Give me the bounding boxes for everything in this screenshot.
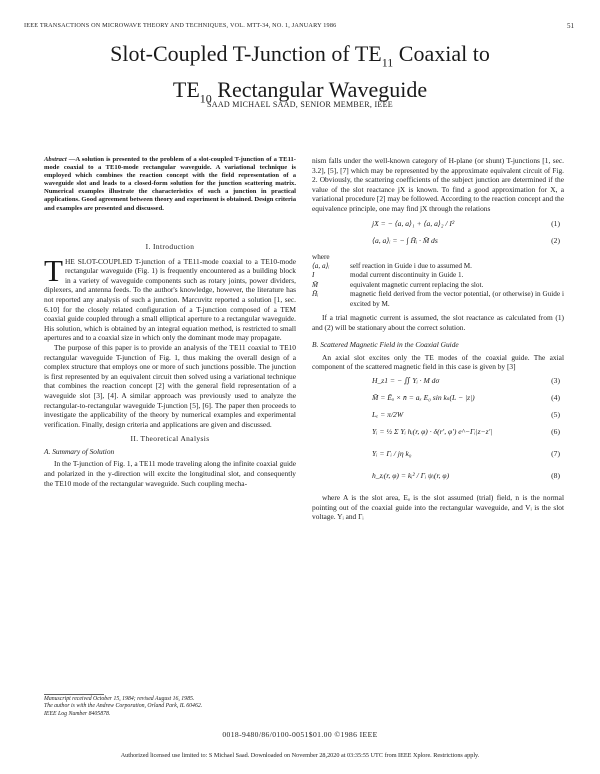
right-paragraph-1: nism falls under the well-known category of H-plane (or shunt) T-junctions [1, sec. 3.2], [5], [7] which may be represented by the approximate equivalent circuit of Fig. 2. Obviously, the scattering coefficients of the subject junction are determined if the value of the slot reactance jX is known. To find a good approximation for X, a variational procedure [2] may be followed. According to the reaction concept and the equivalence principle, one may find jX through the relations — [312, 156, 564, 213]
abstract — [44, 156, 296, 213]
copyright-line: 0018-9480/86/0100-0051$01.00 ©1986 IEEE — [222, 730, 378, 739]
equation-4-body: M̄ = Ēₐ × n̄ = aₓ E₀ sin kₛ(L − |z|) — [372, 392, 475, 402]
footnote — [44, 696, 296, 718]
definition-row — [312, 281, 564, 290]
definition-symbol: I — [312, 271, 315, 280]
title-line-2-text: TE — [172, 77, 200, 103]
equation-5 — [312, 410, 564, 427]
intro-p1-text: HE SLOT-COUPLED T-junction of a TE11-mode coaxial to a TE10-mode rectangular waveguide (Fig. 1) is frequently encountered as a building block in a variety of waveguide components such as rotary joints, power dividers, diplexers, and antenna feeds. To the author's knowledge, however, the literature has not reported any analysis of such a junction. Marcuvitz reported a solution [1, sec. 6.10] for the closely related configuration of a T-junction composed of a TEM coaxial guide coupled through a small elliptical aperture to a rectangular waveguide. His solution, which is obtained by an integral equation method, is restricted to small apertures and to a coaxial size in which only the dominant mode may propagate. — [44, 256, 296, 343]
definition-text: self reaction in Guide i due to assumed M. — [350, 261, 472, 270]
right-paragraph-3: An axial slot excites only the TE modes of the coaxial guide. The axial component of the scattered magnetic field in this case is given by [3] — [312, 352, 564, 372]
running-head: IEEE TRANSACTIONS ON MICROWAVE THEORY AND TECHNIQUES, VOL. MTT-34, NO. 1, JANUARY 1986 — [24, 22, 337, 29]
authorization-notice: Authorized licensed use limited to: S Michael Saad. Downloaded on November 28,2020 at 03:35:55 UTC from IEEE Xplore. Restrictions apply. — [120, 752, 480, 759]
definitions-list — [312, 262, 564, 309]
equation-5-number: (5) — [551, 409, 560, 419]
definition-row — [312, 262, 564, 271]
equation-4 — [312, 393, 564, 410]
right-column — [312, 156, 564, 522]
where-label: where — [312, 252, 330, 261]
right-paragraph-4: where A is the slot area, Eₐ is the slot assumed (trial) field, n is the normal pointing out of the coaxial guide into the rectangular waveguide, and Vᵢ is the slot voltage. Yᵢ and Γᵢ — [312, 492, 564, 522]
right-paragraph-2: If a trial magnetic current is assumed, the slot reactance as calculated from (1) and (2) will be stationary about the correct solution. — [312, 313, 564, 332]
subsection-a-heading: A. Summary of Solution — [44, 446, 115, 456]
intro-paragraph-2: The purpose of this paper is to provide an analysis of the TE11 coaxial to TE10 rectangular waveguide T-junction of Fig. 1, thus making the overall design of a complex structure that employs one or more of such junctions possible. The junction is first represented by an equivalent circuit then solved using a variational technique that combines the reaction concept [2] with the general field representation of a waveguide slot [3], [4]. A similar approach was previously used to analyze the rectangular-to-rectangular waveguide T-junction [5], [6]. The paper then proceeds to investigate the applicability of the theory by numerical examples and experimental verification. Finally, design criteria and applications are given and discussed. — [44, 342, 296, 429]
title-line-2-end: Rectangular Waveguide — [211, 77, 428, 103]
equation-6-number: (6) — [551, 426, 560, 436]
left-column — [44, 242, 296, 488]
equation-1-body: jX = − ⟨a, a⟩₁ + ⟨a, a⟩₂ / I² — [372, 218, 455, 228]
equation-8-number: (8) — [551, 470, 560, 480]
definition-text: magnetic field derived from the vector potential, (or otherwise) in Guide i excited by M. — [350, 290, 564, 308]
definition-text: modal current discontinuity in Guide 1. — [350, 271, 464, 280]
equation-2-body: ⟨a, a⟩ᵢ = − ∫ H̄ᵢ · M̄ ds — [372, 235, 438, 245]
equation-7 — [312, 449, 564, 471]
title-line-1 — [0, 40, 600, 76]
title-line-1-text: Slot-Coupled T-Junction of TE — [110, 41, 382, 66]
title-line-1-subscript: 11 — [381, 55, 394, 70]
subsection-b-heading: B. Scattered Magnetic Field in the Coaxial Guide — [312, 340, 459, 350]
definition-row — [312, 271, 564, 280]
equation-4-number: (4) — [551, 392, 560, 402]
equation-6-body: Yᵢ = ½ Σ Yᵢ hᵢ(r, φ) · δ(r′, φ′) e^−Γᵢ|z−z′| — [372, 426, 493, 436]
drop-cap: T — [44, 252, 63, 288]
equation-1-number: (1) — [551, 218, 560, 228]
footnote-received: Manuscript received October 15, 1984; revised August 16, 1985. — [44, 696, 195, 702]
footnote-rule — [44, 694, 104, 695]
footnote-log: IEEE Log Number 8405878. — [44, 710, 111, 717]
definition-text: equivalent magnetic current replacing the slot. — [350, 280, 484, 289]
equation-3 — [312, 376, 564, 393]
equation-1 — [312, 219, 564, 236]
equation-3-number: (3) — [551, 375, 560, 385]
section-2-heading: II. Theoretical Analysis — [130, 434, 210, 444]
author-line: SAAD MICHAEL SAAD, SENIOR MEMBER, IEEE — [207, 100, 393, 109]
summary-paragraph: In the T-junction of Fig. 1, a TE11 mode traveling along the infinite coaxial guide and polarized in the y-direction will excite the longitudinal slot, and consequently the TE10 mode of the rectangular waveguide. Such coupling mecha- — [44, 459, 296, 488]
equation-5-body: Lₑ = π/2W — [372, 409, 404, 419]
abstract-label: Abstract — [44, 156, 67, 163]
definition-symbol: ⟨a, a⟩ᵢ — [312, 261, 330, 270]
equation-6 — [312, 427, 564, 449]
equation-8 — [312, 471, 564, 493]
equation-7-number: (7) — [551, 448, 560, 458]
title-line-2-subscript: 10 — [199, 91, 212, 106]
intro-paragraph-1 — [44, 252, 296, 343]
footnote-affiliation: The author is with the Andrew Corporation, Orland Park, IL 60462. — [44, 703, 203, 710]
equation-2 — [312, 236, 564, 253]
definition-symbol: H̄ᵢ — [312, 290, 319, 299]
page-number: 51 — [567, 22, 574, 30]
equation-7-body: Yᵢ = Γᵢ / jη k₀ — [372, 448, 412, 458]
section-1-heading: I. Introduction — [145, 242, 195, 251]
equation-3-body: H_z1 = − ∬ Yᵢ · M dσ — [372, 375, 440, 385]
definition-symbol: M̄ — [312, 280, 318, 289]
definition-row — [312, 290, 564, 309]
equation-2-number: (2) — [551, 235, 560, 245]
equation-8-body: h_zᵢ(r, φ) = kᵢ² / Γᵢ ψᵢ(r, φ) — [372, 470, 450, 480]
abstract-text: —A solution is presented to the problem of a slot-coupled T-junction of a TE11-mode coaxial to a TE10-mode rectangular waveguide. A variational technique is employed which combines the reaction concept with the field representation of a waveguide slot and leads to a closed-form solution for the junction scattering matrix. Numerical examples illustrate the characteristics of such a junction in practical applications. Good agreement between theory and experiment is obtained. Design criteria and examples are presented and discussed. — [44, 156, 296, 212]
title-line-1-end: Coaxial to — [393, 41, 490, 66]
